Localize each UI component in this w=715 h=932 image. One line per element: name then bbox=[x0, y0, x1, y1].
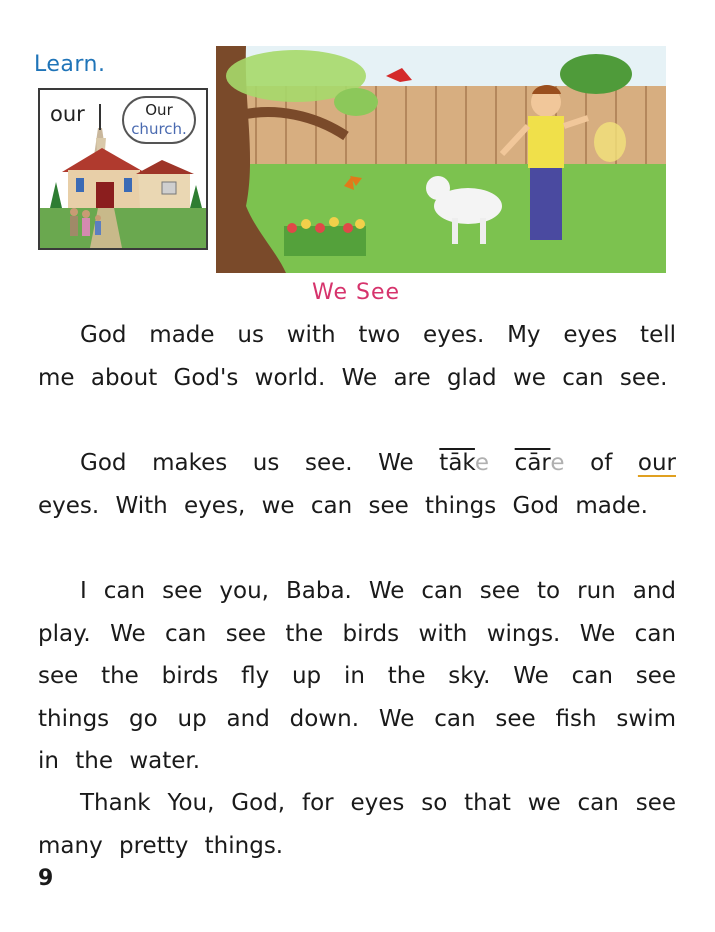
bubble-line-1: Our bbox=[145, 101, 173, 119]
speech-bubble bbox=[122, 96, 196, 144]
word-care-silent-e: e bbox=[550, 450, 565, 476]
learn-heading: Learn. bbox=[34, 52, 106, 77]
word-take-marked: $\overline{tāk}$ bbox=[439, 450, 475, 476]
paragraph-2: God makes us see. We $\overline{tāk}e$ $\overline{cār}e$ of our eyes. With eyes, we can see things God made. bbox=[38, 450, 676, 519]
paragraph-4-text: Thank You, God, for eyes so that we can see many pretty things. bbox=[38, 790, 676, 859]
word-care-marked: $\overline{cār}$ bbox=[514, 450, 551, 476]
paragraph-3 bbox=[38, 570, 676, 783]
paragraph-1-text: God made us with two eyes. My eyes tell me about God's world. We are glad we can see. bbox=[38, 322, 676, 391]
vocab-word: our bbox=[50, 102, 85, 126]
word-take-silent-e: e bbox=[474, 450, 490, 476]
bubble-line-2: church. bbox=[131, 120, 187, 138]
section-title: We See bbox=[311, 280, 401, 305]
paragraph-2-lead: God makes us see. We bbox=[80, 450, 440, 476]
vocabulary-card bbox=[38, 88, 208, 250]
vocab-word-underlined: our bbox=[637, 450, 676, 476]
paragraph-3-text: I can see you, Baba. We can see to run and play. We can see the birds with wings. We can see the birds fly up in the sky. We can see things go up and down. We can see fish swim in the water. bbox=[38, 578, 676, 774]
paragraph-1 bbox=[38, 314, 676, 399]
page-number: 9 bbox=[38, 866, 54, 891]
paragraph-4 bbox=[38, 782, 676, 867]
paragraph-2-tail: eyes. With eyes, we can see things God made. bbox=[38, 492, 648, 519]
backyard-illustration bbox=[216, 46, 666, 273]
